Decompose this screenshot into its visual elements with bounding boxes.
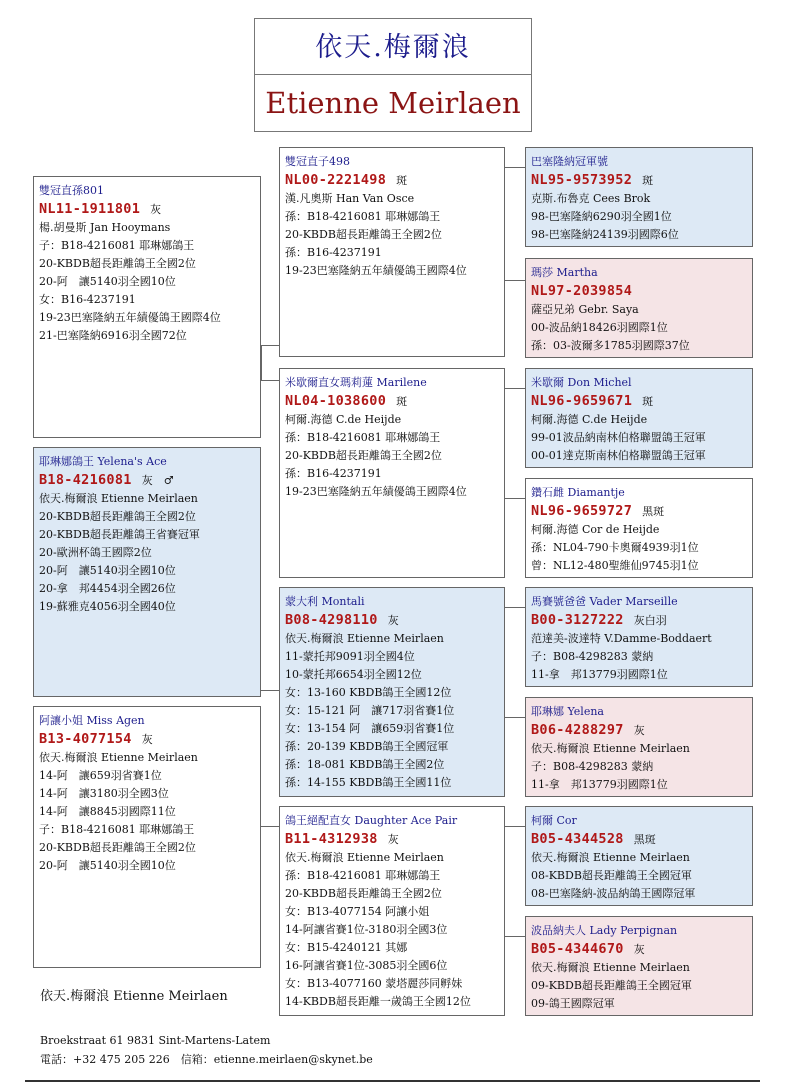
breeder-name: 依天.梅爾浪 Etienne Meirlaen	[40, 989, 228, 1004]
pedigree-title	[254, 18, 532, 132]
achievement-line: 14-阿 讓659羽省賽1位	[39, 769, 162, 782]
feather-color: 斑	[642, 395, 654, 408]
sire-sire-sire-box	[525, 147, 753, 247]
achievement-line: 21-巴塞隆納6916羽全國72位	[39, 329, 187, 342]
feather-color: 灰	[633, 724, 645, 737]
achievement-line: 20-歐洲杯鴿王國際2位	[39, 546, 152, 559]
achievement-line: 00-波品納18426羽國際1位	[531, 321, 668, 334]
achievement-line: 子：B08-4298283 蒙納	[531, 760, 654, 773]
pigeon-name: 柯爾 Cor	[531, 814, 577, 827]
achievement-line: 20-KBDB超長距離鴿王全國2位	[285, 887, 442, 900]
sire-sire-dam-box	[525, 258, 753, 358]
ring-number: NL04-1038600	[285, 393, 387, 409]
achievement-line: 克斯.布魯克 Cees Brok	[531, 192, 651, 205]
dam-of-dam-box	[33, 706, 261, 968]
achievement-line: 孫：B16-4237191	[285, 246, 382, 259]
achievement-line: 依天.梅爾浪 Etienne Meirlaen	[39, 492, 198, 505]
achievement-line: 孫：B18-4216081 耶琳娜鴿王	[285, 210, 441, 223]
feather-color: 灰	[141, 733, 153, 746]
achievement-line: 子：B08-4298283 蒙納	[531, 650, 654, 663]
ring-number: NL97-2039854	[531, 283, 633, 299]
achievement-line: 女：15-121 阿 讓717羽省賽1位	[285, 704, 455, 717]
dam-dam-box	[279, 806, 505, 1016]
connector	[505, 607, 525, 608]
achievement-line: 子：B18-4216081 耶琳娜鴿王	[39, 239, 195, 252]
ring-number: NL96-9659727	[531, 503, 633, 519]
ring-number: NL11-1911801	[39, 201, 141, 217]
achievement-line: 14-阿 讓3180羽全國3位	[39, 787, 169, 800]
achievement-line: 柯爾.海德 C.de Heijde	[531, 413, 648, 426]
pigeon-name: 耶琳娜 Yelena	[531, 705, 604, 718]
feather-color: 黑斑	[633, 833, 656, 846]
title-chinese: 依天.梅爾浪	[255, 19, 531, 75]
title-english: Etienne Meirlaen	[265, 86, 521, 120]
pigeon-name: 波品納夫人 Lady Perpignan	[531, 924, 678, 937]
connector	[505, 826, 525, 827]
achievement-line: 20-KBDB超長距離鴿王全國2位	[285, 228, 442, 241]
achievement-line: 11-蒙托邦9091羽全國4位	[285, 650, 415, 663]
ring-number: B08-4298110	[285, 612, 378, 628]
achievement-line: 女：B15-4240121 其娜	[285, 941, 408, 954]
achievement-line: 女：B13-4077154 阿讓小姐	[285, 905, 430, 918]
connector	[261, 345, 262, 381]
achievement-line: 孫：14-155 KBDB鴿王全國11位	[285, 776, 452, 789]
achievement-line: 孫：B18-4216081 耶琳娜鴿王	[285, 431, 441, 444]
pigeon-name: 雙冠直孫801	[39, 184, 104, 197]
achievement-line: 孫：18-081 KBDB鴿王全國2位	[285, 758, 445, 771]
sire-dam-sire-box	[525, 368, 753, 468]
achievement-line: 14-阿讓省賽1位-3180羽全國3位	[285, 923, 448, 936]
connector	[261, 690, 279, 691]
achievement-line: 薩亞兄弟 Gebr. Saya	[531, 303, 639, 316]
dam-sire-box	[279, 587, 505, 797]
feather-color: 灰	[387, 614, 399, 627]
connector	[505, 717, 525, 718]
achievement-line: 99-01波品納南林伯格聯盟鴿王冠軍	[531, 431, 706, 444]
achievement-line: 曾：NL12-480聖維仙9745羽1位	[531, 559, 699, 572]
achievement-line: 依天.梅爾浪 Etienne Meirlaen	[285, 851, 444, 864]
pigeon-name: 蒙大利 Montali	[285, 595, 365, 608]
connector	[505, 936, 525, 937]
pigeon-name: 雙冠直子498	[285, 155, 350, 168]
ring-number: B13-4077154	[39, 731, 132, 747]
achievement-line: 孫：NL04-790卡奧爾4939羽1位	[531, 541, 699, 554]
achievement-line: 20-KBDB超長距離鴿王全國2位	[285, 449, 442, 462]
achievement-line: 20-KBDB超長距離鴿王全國2位	[39, 257, 196, 270]
connector	[261, 380, 279, 381]
connector	[505, 280, 525, 281]
pigeon-name: 鑽石雌 Diamantje	[531, 486, 625, 499]
feather-color: 灰	[633, 943, 645, 956]
achievement-line: 孫：03-波爾多1785羽國際37位	[531, 339, 690, 352]
connector	[261, 345, 279, 346]
achievement-line: 16-阿讓省賽1位-3085羽全國6位	[285, 959, 448, 972]
achievement-line: 19-23巴塞隆納五年績優鴿王國際4位	[285, 264, 467, 277]
achievement-line: 依天.梅爾浪 Etienne Meirlaen	[531, 742, 690, 755]
ring-number: B05-4344528	[531, 831, 624, 847]
achievement-line: 20-KBDB超長距離鴿王省賽冠軍	[39, 528, 200, 541]
ring-number: B06-4288297	[531, 722, 624, 738]
achievement-line: 柯爾.海德 C.de Heijde	[285, 413, 402, 426]
sire-dam-box	[279, 368, 505, 578]
feather-color: 灰 ♂	[141, 474, 174, 487]
connector	[505, 167, 525, 168]
feather-color: 灰	[387, 833, 399, 846]
dam-sire-sire-box	[525, 587, 753, 687]
feather-color: 黑斑	[642, 505, 665, 518]
achievement-line: 09-鴿王國際冠軍	[531, 997, 615, 1010]
ring-number: B05-4344670	[531, 941, 624, 957]
achievement-line: 11-拿 邦13779羽國際1位	[531, 668, 668, 681]
achievement-line: 20-拿 邦4454羽全國26位	[39, 582, 176, 595]
achievement-line: 女：13-160 KBDB鴿王全國12位	[285, 686, 452, 699]
ring-number: NL00-2221498	[285, 172, 387, 188]
ring-number: B00-3127222	[531, 612, 624, 628]
achievement-line: 08-巴塞隆納-波品納鴿王國際冠軍	[531, 887, 696, 900]
achievement-line: 98-巴塞隆納6290羽全國1位	[531, 210, 672, 223]
feather-color: 灰白羽	[633, 614, 667, 627]
achievement-line: 孫：B16-4237191	[285, 467, 382, 480]
achievement-line: 20-KBDB超長距離鴿王全國2位	[39, 841, 196, 854]
achievement-line: 20-KBDB超長距離鴿王全國2位	[39, 510, 196, 523]
sire-sire-box	[279, 147, 505, 357]
feather-color: 斑	[642, 174, 654, 187]
pigeon-name: 米歇爾 Don Michel	[531, 376, 632, 389]
pigeon-name: 米歇爾直女瑪莉蓮 Marilene	[285, 376, 427, 389]
pigeon-name: 鴿王絕配直女 Daughter Ace Pair	[285, 814, 458, 827]
achievement-line: 10-蒙托邦6654羽全國12位	[285, 668, 422, 681]
pigeon-name: 耶琳娜鴿王 Yelena's Ace	[39, 455, 167, 468]
achievement-line: 依天.梅爾浪 Etienne Meirlaen	[531, 851, 690, 864]
dam-dam-dam-box	[525, 916, 753, 1016]
dam-sire-dam-box	[525, 697, 753, 797]
achievement-line: 20-阿 讓5140羽全國10位	[39, 859, 176, 872]
ring-number: B11-4312938	[285, 831, 378, 847]
pigeon-name: 馬賽號爸爸 Vader Marseille	[531, 595, 678, 608]
achievement-line: 依天.梅爾浪 Etienne Meirlaen	[39, 751, 198, 764]
achievement-line: 14-阿 讓8845羽國際11位	[39, 805, 176, 818]
achievement-line: 11-拿 邦13779羽國際1位	[531, 778, 668, 791]
achievement-line: 20-阿 讓5140羽全國10位	[39, 275, 176, 288]
achievement-line: 19-蘇雅克4056羽全國40位	[39, 600, 176, 613]
achievement-line: 范達美-波達特 V.Damme-Boddaert	[531, 632, 712, 645]
address: Broekstraat 61 9831 Sint-Martens-Latem	[40, 1034, 271, 1047]
achievement-line: 漢.凡奧斯 Han Van Osce	[285, 192, 415, 205]
ring-number: NL96-9659671	[531, 393, 633, 409]
achievement-line: 98-巴塞隆納24139羽國際6位	[531, 228, 679, 241]
sire-box	[33, 176, 261, 438]
ring-number: NL95-9573952	[531, 172, 633, 188]
achievement-line: 柯爾.海德 Cor de Heijde	[531, 523, 660, 536]
sire-dam-dam-box	[525, 478, 753, 578]
feather-color: 灰	[150, 203, 162, 216]
achievement-line: 孫：20-139 KBDB鴿王全國冠軍	[285, 740, 449, 753]
achievement-line: 09-KBDB超長距離鴿王全國冠軍	[531, 979, 692, 992]
achievement-line: 女：13-154 阿 讓659羽省賽1位	[285, 722, 455, 735]
contact-info: 電話：+32 475 205 226 信箱：etienne.meirlaen@skynet.be	[40, 1053, 373, 1066]
dam-box	[33, 447, 261, 697]
achievement-line: 女：B13-4077160 蒙塔麗莎同孵妹	[285, 977, 463, 990]
connector	[505, 498, 525, 499]
achievement-line: 楊.胡曼斯 Jan Hooymans	[39, 221, 171, 234]
achievement-line: 00-01達克斯南林伯格聯盟鴿王冠軍	[531, 449, 706, 462]
achievement-line: 子：B18-4216081 耶琳娜鴿王	[39, 823, 195, 836]
achievement-line: 依天.梅爾浪 Etienne Meirlaen	[531, 961, 690, 974]
achievement-line: 孫：B18-4216081 耶琳娜鴿王	[285, 869, 441, 882]
pigeon-name: 瑪莎 Martha	[531, 266, 598, 279]
pigeon-name: 巴塞隆納冠軍號	[531, 155, 608, 168]
pigeon-name: 阿讓小姐 Miss Agen	[39, 714, 145, 727]
connector	[505, 388, 525, 389]
achievement-line: 20-阿 讓5140羽全國10位	[39, 564, 176, 577]
dam-dam-sire-box	[525, 806, 753, 906]
achievement-line: 女：B16-4237191	[39, 293, 136, 306]
contact-footer	[40, 1031, 373, 1069]
achievement-line: 依天.梅爾浪 Etienne Meirlaen	[285, 632, 444, 645]
bottom-rule	[25, 1080, 760, 1082]
connector	[261, 826, 279, 827]
achievement-line: 14-KBDB超長距離一歲鴿王全國12位	[285, 995, 471, 1008]
achievement-line: 08-KBDB超長距離鴿王全國冠軍	[531, 869, 692, 882]
feather-color: 斑	[396, 395, 408, 408]
achievement-line: 19-23巴塞隆納五年績優鴿王國際4位	[285, 485, 467, 498]
feather-color: 斑	[396, 174, 408, 187]
ring-number: B18-4216081	[39, 472, 132, 488]
achievement-line: 19-23巴塞隆納五年績優鴿王國際4位	[39, 311, 221, 324]
